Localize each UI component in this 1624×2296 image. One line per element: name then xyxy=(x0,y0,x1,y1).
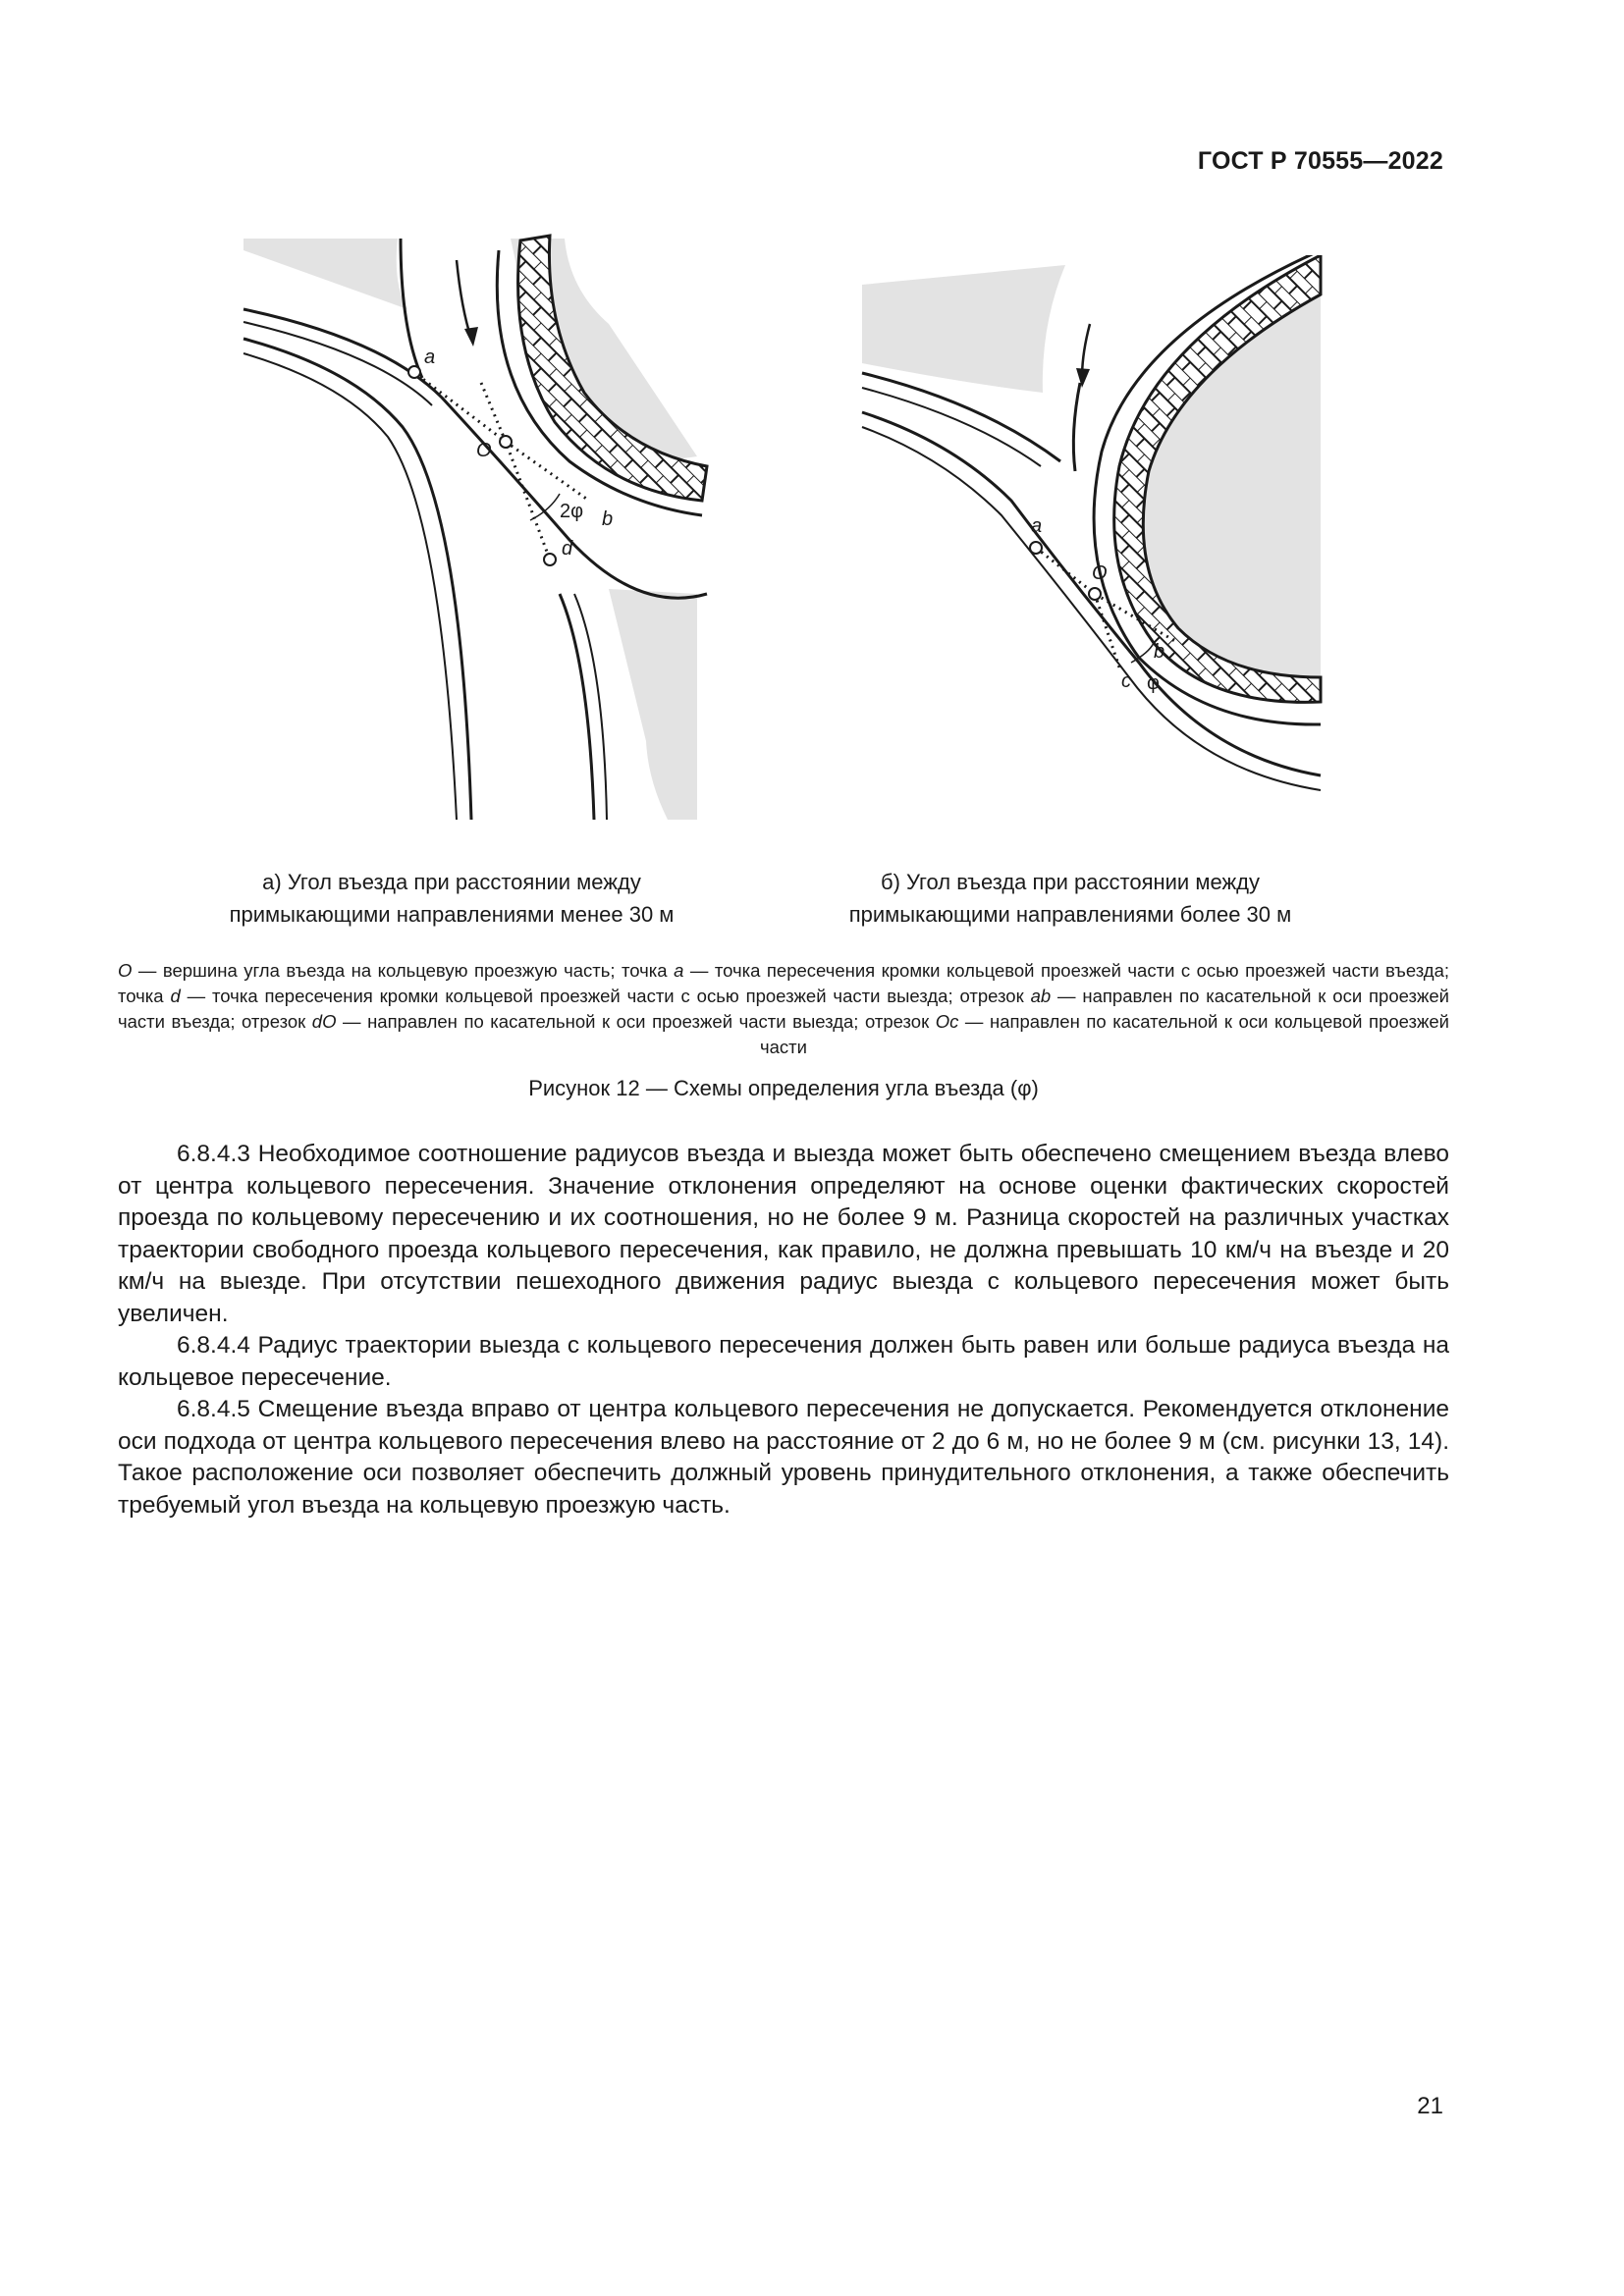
point-a-label: a xyxy=(1031,515,1043,537)
page-number: 21 xyxy=(1417,2093,1443,2119)
point-o-label: O xyxy=(476,440,492,461)
paragraph-6-8-4-5: 6.8.4.5 Смещение въезда вправо от центра кольцевого пересечения не допускается. Рекомендуется отклонение оси подхода от центра кольцевого пересечения влево на расстояние от 2 до 6 м, но не более 9 м (см. рисунки 13, 14). Такое расположение оси позволяет обеспечить должный уровень принудительного отклонения, а также обеспечить требуемый угол въезда на кольцевую проезжую часть. xyxy=(118,1396,1449,1519)
paragraph-6-8-4-4: 6.8.4.4 Радиус траектории выезда с кольцевого пересечения должен быть равен или больше радиуса въезда на кольцевое пересечение. xyxy=(118,1332,1449,1391)
paragraph-6-8-4-3: 6.8.4.3 Необходимое соотношение радиусов въезда и выезда может быть обеспечено смещением въезда влево от центра кольцевого пересечения. Значение отклонения определяют на основе оценки фактических скоростей проезда по кольцевому пересечению и их соотношения, но не более 9 м. Разница скоростей на различных участках траектории свободного проезда кольцевого пересечения, как правило, не должна превышать 10 км/ч на въезде и 20 км/ч на выезде. При отсутствии пешеходного движения радиус выезда с кольцевого пересечения может быть увеличен. xyxy=(118,1141,1449,1327)
panel-a-caption-line2: примыкающими направлениями менее 30 м xyxy=(229,902,675,927)
panel-a-caption xyxy=(196,866,707,931)
point-o-label: O xyxy=(1092,562,1108,584)
point-b-label: b xyxy=(1154,641,1165,663)
panel-b-caption-line2: примыкающими направлениями более 30 м xyxy=(848,902,1292,927)
panel-a-caption-line1: а) Угол въезда при расстоянии между xyxy=(262,870,641,894)
panel-b-caption xyxy=(815,866,1326,931)
point-a-label: a xyxy=(424,347,436,368)
figure-panel-b xyxy=(854,255,1326,834)
body-text xyxy=(118,1139,1449,1522)
panel-b-caption-line1: б) Угол въезда при расстоянии между xyxy=(880,870,1261,894)
document-header: ГОСТ Р 70555—2022 xyxy=(1197,147,1443,175)
figure-legend: O — вершина угла въезда на кольцевую проезжую часть; точка a — точка пересечения кромки кольцевой проезжей части с осью проезжей части въезда; точка d — точка пересечения кромки кольцевой проезжей части с осью проезжей части выезда; отрезок ab — направлен по касательной к оси проезжей части въезда; отрезок dO — направлен по касательной к оси проезжей части выезда; отрезок Oc — направлен по касательной к оси кольцевой проезжей части xyxy=(118,960,1450,1057)
point-d-label: d xyxy=(562,538,573,560)
point-b-label: b xyxy=(602,508,614,530)
angle-label: 2φ xyxy=(560,501,584,522)
angle-label: φ xyxy=(1147,672,1160,694)
figure-panel-a xyxy=(236,231,717,829)
figure-title: Рисунок 12 — Схемы определения угла въезда (φ) xyxy=(528,1076,1039,1100)
point-c-label: c xyxy=(1121,670,1131,692)
